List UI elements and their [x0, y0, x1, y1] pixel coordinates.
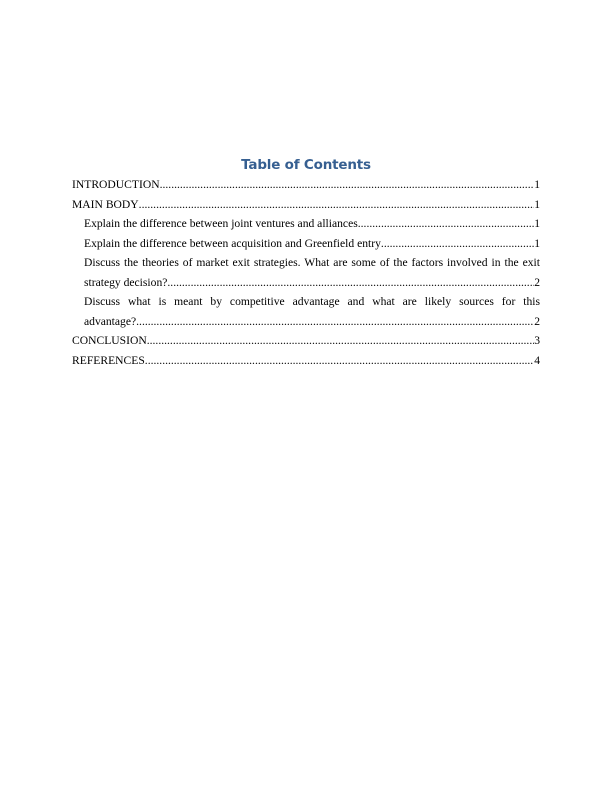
toc-page-number: 1	[534, 197, 540, 211]
dot-leader	[145, 351, 534, 371]
toc-entry-label-line1: Discuss the theories of market exit strategies. What are some of the factors involved in the exit	[84, 256, 540, 269]
toc-entry-label: REFERENCES	[72, 353, 145, 367]
dot-leader	[358, 214, 534, 234]
dot-leader	[136, 312, 534, 332]
toc-page-number: 3	[534, 334, 540, 347]
toc-entry-label-line2: strategy decision?	[84, 275, 168, 289]
dot-leader	[139, 195, 535, 215]
toc-page-number: 1	[534, 236, 540, 250]
toc-entry-joint-ventures[interactable]	[72, 214, 540, 234]
toc-page-number: 1	[534, 178, 540, 191]
dot-leader	[167, 273, 534, 293]
dot-leader	[381, 234, 534, 254]
toc-entry-label: Explain the difference between joint ventures and alliances	[84, 217, 358, 230]
toc-entry-conclusion[interactable]	[72, 331, 540, 351]
dot-leader	[160, 175, 535, 195]
toc-entry-label-line1: Discuss what is meant by competitive advantage and what are likely sources for this	[84, 295, 540, 308]
toc-entry-references[interactable]	[72, 351, 540, 371]
toc-entry-acquisition[interactable]	[72, 234, 540, 254]
toc-entry-competitive-advantage[interactable]	[72, 292, 540, 331]
toc-entry-label: CONCLUSION	[72, 334, 147, 347]
toc-title: Table of Contents	[241, 157, 371, 173]
toc-entries	[72, 175, 540, 370]
toc-page-number: 1	[534, 217, 540, 230]
toc-page-number: 2	[534, 314, 540, 328]
toc-entry-label: Explain the difference between acquisition and Greenfield entry	[84, 236, 381, 250]
toc-page-number: 2	[534, 275, 540, 289]
toc-entry-main-body[interactable]	[72, 195, 540, 215]
toc-entry-label-line2: advantage?	[84, 314, 137, 328]
toc-entry-introduction[interactable]	[72, 175, 540, 195]
toc-entry-market-exit[interactable]	[72, 253, 540, 292]
toc-page-number: 4	[534, 353, 540, 367]
dot-leader	[147, 331, 534, 351]
toc-entry-label: INTRODUCTION	[72, 178, 160, 191]
toc-entry-label: MAIN BODY	[72, 197, 139, 211]
